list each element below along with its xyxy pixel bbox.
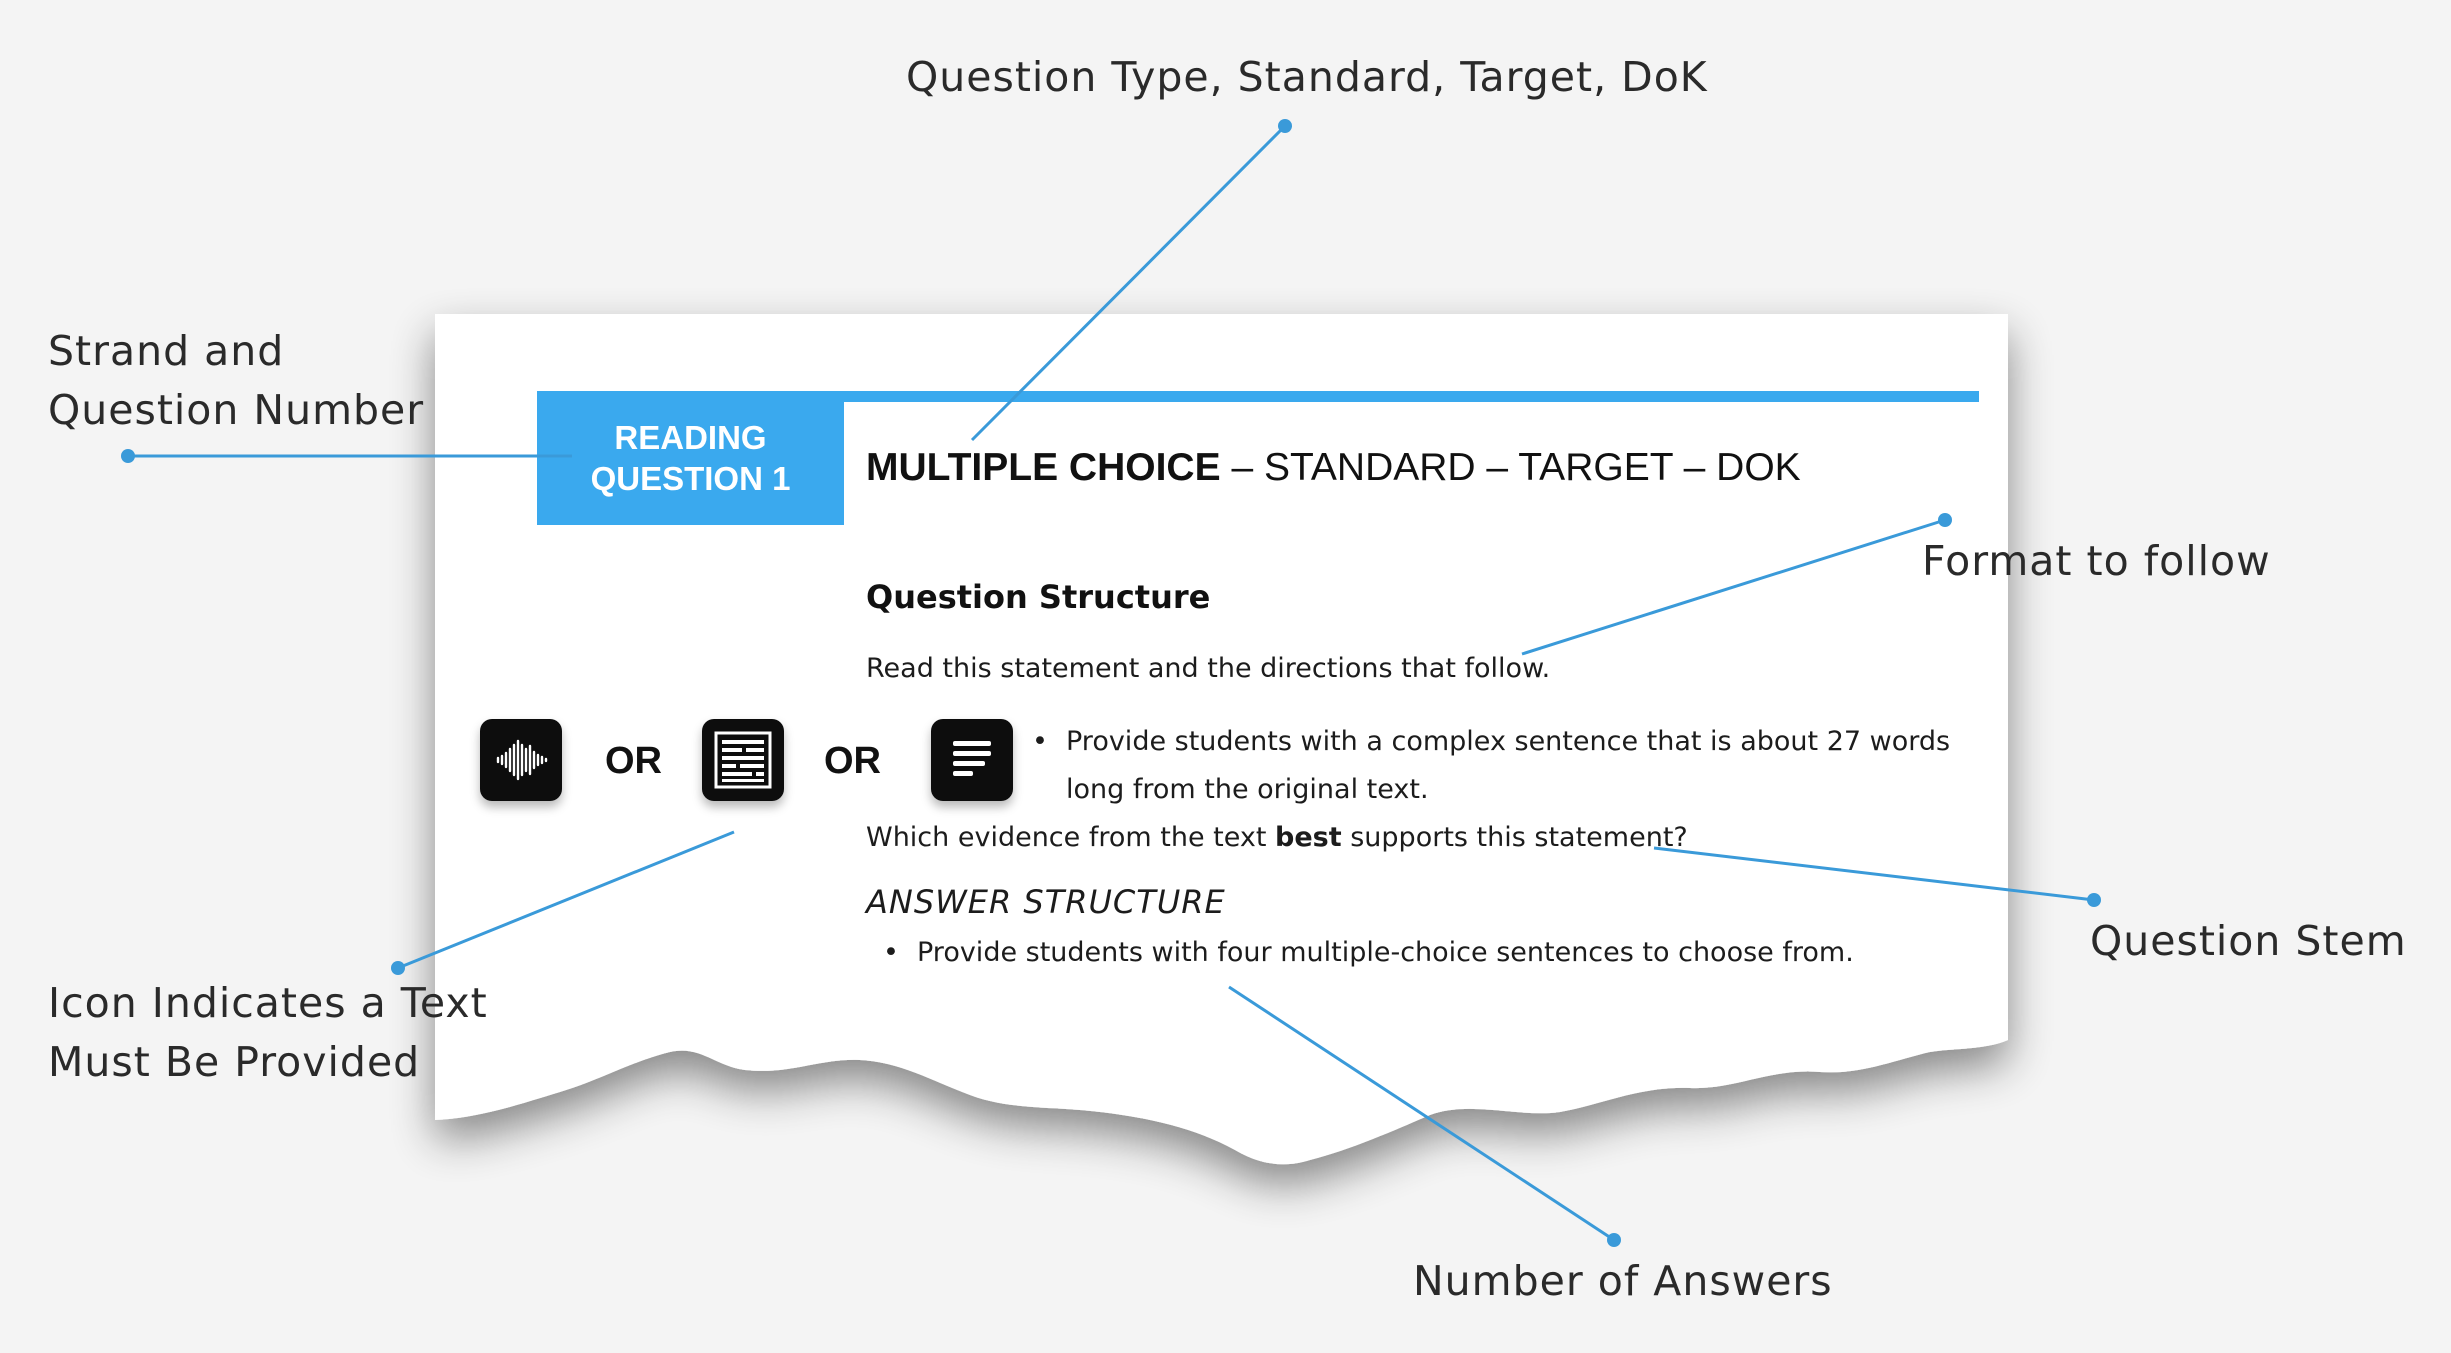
badge-strand-label: READING: [614, 419, 767, 456]
answer-heading: ANSWER STRUCTURE: [866, 883, 1226, 921]
strand-callout-line2: Question Number: [48, 386, 425, 434]
question-stem-callout: Question Stem: [2090, 917, 2407, 965]
bullet-text: Provide students with a complex sentence that is about 27 words long from the original text.: [1066, 726, 1951, 805]
question-meta: – STANDARD – TARGET – DOK: [1220, 446, 1801, 489]
bullet-dot: •: [883, 937, 899, 968]
stem-emphasis: best: [1275, 822, 1342, 853]
strand-callout: [48, 322, 424, 440]
strand-callout-line1: Strand and: [48, 327, 285, 375]
stem-before: Which evidence from the text: [866, 822, 1276, 853]
question-type: MULTIPLE CHOICE: [866, 446, 1221, 489]
icon-callout-line2: Must Be Provided: [48, 1038, 421, 1086]
icon-callout: [48, 974, 488, 1092]
icon-callout-line1: Icon Indicates a Text: [48, 979, 488, 1027]
intro-text: Read this statement and the directions that follow.: [866, 653, 1551, 684]
question-type-callout: Question Type, Standard, Target, DoK: [906, 53, 1708, 101]
answers-callout: Number of Answers: [1413, 1257, 1833, 1305]
badge-question-label: QUESTION 1: [590, 460, 791, 497]
or-separator: OR: [824, 740, 881, 782]
format-callout: Format to follow: [1922, 537, 2271, 585]
section-heading: Question Structure: [866, 578, 1211, 616]
bullet-text: Provide students with four multiple-choice sentences to choose from.: [917, 937, 1854, 968]
stem-after: supports this statement?: [1341, 822, 1688, 853]
bullet-dot: •: [1032, 726, 1048, 757]
or-separator: OR: [605, 740, 662, 782]
